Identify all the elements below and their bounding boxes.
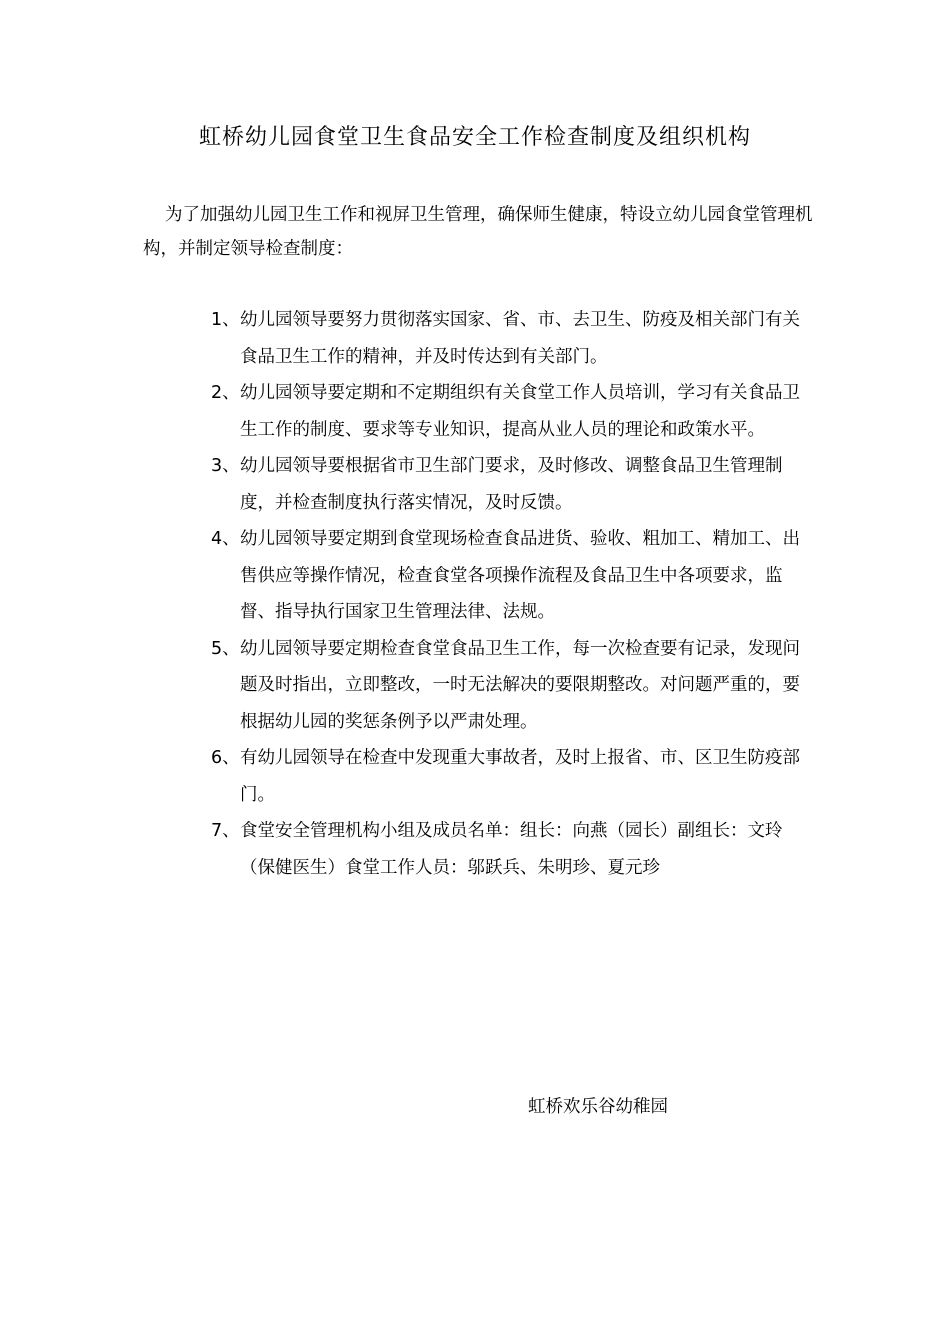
item-number: 6、 bbox=[211, 748, 240, 768]
item-number: 7、 bbox=[211, 821, 240, 841]
list-item bbox=[205, 448, 815, 521]
item-text: 幼儿园领导要根据省市卫生部门要求，及时修改、调整食品卫生管理制度，并检查制度执行落实情况，及时反馈。 bbox=[240, 456, 783, 513]
item-text: 幼儿园领导要定期检查食堂食品卫生工作，每一次检查要有记录，发现问题及时指出，立即整改，一时无法解决的要限期整改。对问题严重的，要根据幼儿园的奖惩条例予以严肃处理。 bbox=[240, 638, 800, 732]
document-title: 虹桥幼儿园食堂卫生食品安全工作检查制度及组织机构 bbox=[198, 125, 751, 150]
list-item bbox=[205, 521, 815, 631]
item-text: 幼儿园领导要定期到食堂现场检查食品进货、验收、粗加工、精加工、出售供应等操作情况，检查食堂各项操作流程及食品卫生中各项要求，监督、指导执行国家卫生管理法律、法规。 bbox=[240, 529, 800, 622]
rules-list bbox=[205, 302, 815, 886]
list-item bbox=[205, 813, 815, 886]
item-number: 1、 bbox=[211, 310, 240, 330]
item-number: 3、 bbox=[211, 456, 240, 476]
signature: 虹桥欢乐谷幼稚园 bbox=[528, 1097, 668, 1117]
list-item bbox=[205, 302, 815, 375]
item-text: 有幼儿园领导在检查中发现重大事故者，及时上报省、市、区卫生防疫部门。 bbox=[240, 748, 800, 805]
item-number: 4、 bbox=[211, 529, 240, 549]
item-number: 2、 bbox=[211, 383, 240, 403]
list-item bbox=[205, 375, 815, 448]
list-item bbox=[205, 740, 815, 813]
list-item bbox=[205, 631, 815, 741]
item-number: 5、 bbox=[211, 638, 240, 659]
item-text: 食堂安全管理机构小组及成员名单：组长：向燕（园长）副组长：文玲（保健医生）食堂工作人员：邬跃兵、朱明珍、夏元珍 bbox=[240, 821, 783, 878]
item-text: 幼儿园领导要定期和不定期组织有关食堂工作人员培训，学习有关食品卫生工作的制度、要求等专业知识，提高从业人员的理论和政策水平。 bbox=[240, 383, 800, 440]
item-text: 幼儿园领导要努力贯彻落实国家、省、市、去卫生、防疫及相关部门有关食品卫生工作的精神，并及时传达到有关部门。 bbox=[240, 310, 800, 367]
intro-paragraph: 为了加强幼儿园卫生工作和视屏卫生管理，确保师生健康，特设立幼儿园食堂管理机构，并制定领导检查制度： bbox=[143, 205, 813, 259]
